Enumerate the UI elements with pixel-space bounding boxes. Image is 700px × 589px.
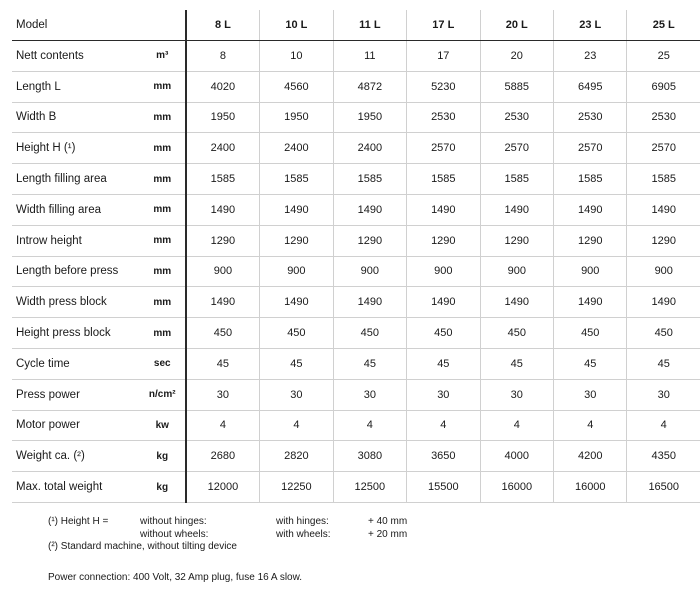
value-cell: 5885 — [480, 71, 553, 102]
row-unit: kw — [140, 410, 186, 441]
row-unit: n/cm² — [140, 379, 186, 410]
value-cell: 5230 — [407, 71, 480, 102]
row-unit: sec — [140, 348, 186, 379]
value-cell: 2570 — [627, 133, 700, 164]
footnote-plus-40: + 40 mm — [368, 516, 408, 527]
header-model-cell: 8 L — [186, 10, 260, 41]
value-cell: 2570 — [407, 133, 480, 164]
value-cell: 2400 — [333, 133, 406, 164]
value-cell: 30 — [333, 379, 406, 410]
row-unit: mm — [140, 318, 186, 349]
row-label: Press power — [12, 379, 140, 410]
value-cell: 1290 — [186, 225, 260, 256]
value-cell: 30 — [627, 379, 700, 410]
footnote-without-hinges: without hinges: — [140, 516, 207, 527]
row-label: Motor power — [12, 410, 140, 441]
header-model-cell: 11 L — [333, 10, 406, 41]
value-cell: 30 — [186, 379, 260, 410]
header-model-cell: 17 L — [407, 10, 480, 41]
value-cell: 1950 — [333, 102, 406, 133]
value-cell: 4 — [480, 410, 553, 441]
value-cell: 450 — [554, 318, 627, 349]
value-cell: 1585 — [186, 164, 260, 195]
power-connection-note: Power connection: 400 Volt, 32 Amp plug, fuse 16 A slow. — [48, 572, 303, 583]
table-row-width-b — [12, 102, 700, 133]
value-cell: 450 — [480, 318, 553, 349]
row-label: Width filling area — [12, 194, 140, 225]
row-unit: mm — [140, 256, 186, 287]
value-cell: 900 — [333, 256, 406, 287]
value-cell: 30 — [554, 379, 627, 410]
row-unit: mm — [140, 102, 186, 133]
row-label: Length L — [12, 71, 140, 102]
value-cell: 6495 — [554, 71, 627, 102]
header-model-cell: 10 L — [260, 10, 333, 41]
table-row-press-power — [12, 379, 700, 410]
value-cell: 4020 — [186, 71, 260, 102]
value-cell: 1585 — [554, 164, 627, 195]
value-cell: 2400 — [186, 133, 260, 164]
value-cell: 4 — [186, 410, 260, 441]
value-cell: 11 — [333, 41, 406, 72]
value-cell: 15500 — [407, 472, 480, 503]
value-cell: 1490 — [186, 194, 260, 225]
value-cell: 900 — [260, 256, 333, 287]
value-cell: 17 — [407, 41, 480, 72]
value-cell: 45 — [186, 348, 260, 379]
row-label: Introw height — [12, 225, 140, 256]
table-row-height-h — [12, 133, 700, 164]
value-cell: 4 — [407, 410, 480, 441]
table-row-length-before-press — [12, 256, 700, 287]
value-cell: 30 — [480, 379, 553, 410]
row-label: Max. total weight — [12, 472, 140, 503]
value-cell: 1950 — [260, 102, 333, 133]
value-cell: 30 — [260, 379, 333, 410]
table-row-width-filling-area — [12, 194, 700, 225]
header-model-cell: 20 L — [480, 10, 553, 41]
table-row-motor-power — [12, 410, 700, 441]
value-cell: 1290 — [554, 225, 627, 256]
value-cell: 900 — [627, 256, 700, 287]
value-cell: 2400 — [260, 133, 333, 164]
value-cell: 900 — [554, 256, 627, 287]
value-cell: 450 — [407, 318, 480, 349]
value-cell: 1490 — [554, 194, 627, 225]
value-cell: 16000 — [554, 472, 627, 503]
value-cell: 1290 — [407, 225, 480, 256]
row-unit: kg — [140, 472, 186, 503]
value-cell: 45 — [480, 348, 553, 379]
table-row-weight-ca — [12, 441, 700, 472]
value-cell: 450 — [627, 318, 700, 349]
value-cell: 4350 — [627, 441, 700, 472]
value-cell: 12250 — [260, 472, 333, 503]
value-cell: 3080 — [333, 441, 406, 472]
header-unit-cell — [140, 10, 186, 41]
value-cell: 1490 — [333, 287, 406, 318]
value-cell: 4000 — [480, 441, 553, 472]
footnote-plus-20: + 20 mm — [368, 528, 408, 540]
value-cell: 450 — [333, 318, 406, 349]
row-label: Length before press — [12, 256, 140, 287]
value-cell: 1490 — [260, 287, 333, 318]
value-cell: 2680 — [186, 441, 260, 472]
value-cell: 23 — [554, 41, 627, 72]
value-cell: 4560 — [260, 71, 333, 102]
value-cell: 450 — [260, 318, 333, 349]
value-cell: 1290 — [627, 225, 700, 256]
header-model-cell: 23 L — [554, 10, 627, 41]
value-cell: 1585 — [627, 164, 700, 195]
row-label: Length filling area — [12, 164, 140, 195]
value-cell: 1490 — [407, 194, 480, 225]
value-cell: 10 — [260, 41, 333, 72]
value-cell: 4200 — [554, 441, 627, 472]
row-unit: mm — [140, 71, 186, 102]
row-unit: mm — [140, 225, 186, 256]
row-label: Cycle time — [12, 348, 140, 379]
value-cell: 45 — [260, 348, 333, 379]
value-cell: 1490 — [407, 287, 480, 318]
row-unit: mm — [140, 133, 186, 164]
value-cell: 2820 — [260, 441, 333, 472]
value-cell: 1585 — [480, 164, 553, 195]
value-cell: 1490 — [554, 287, 627, 318]
value-cell: 20 — [480, 41, 553, 72]
value-cell: 1290 — [480, 225, 553, 256]
row-label: Height H (¹) — [12, 133, 140, 164]
value-cell: 1950 — [186, 102, 260, 133]
row-unit: mm — [140, 194, 186, 225]
value-cell: 12000 — [186, 472, 260, 503]
value-cell: 900 — [186, 256, 260, 287]
value-cell: 45 — [627, 348, 700, 379]
value-cell: 2530 — [480, 102, 553, 133]
row-label: Weight ca. (²) — [12, 441, 140, 472]
value-cell: 900 — [407, 256, 480, 287]
value-cell: 2570 — [480, 133, 553, 164]
value-cell: 450 — [186, 318, 260, 349]
header-model-cell: 25 L — [627, 10, 700, 41]
value-cell: 12500 — [333, 472, 406, 503]
row-label: Width B — [12, 102, 140, 133]
row-unit: mm — [140, 164, 186, 195]
value-cell: 16000 — [480, 472, 553, 503]
value-cell: 1490 — [333, 194, 406, 225]
value-cell: 1490 — [186, 287, 260, 318]
value-cell: 8 — [186, 41, 260, 72]
value-cell: 2570 — [554, 133, 627, 164]
specification-table-body — [12, 10, 700, 502]
row-unit: mm — [140, 287, 186, 318]
row-label: Width press block — [12, 287, 140, 318]
value-cell: 3650 — [407, 441, 480, 472]
row-label: Height press block — [12, 318, 140, 349]
value-cell: 2530 — [407, 102, 480, 133]
row-unit: kg — [140, 441, 186, 472]
value-cell: 45 — [554, 348, 627, 379]
value-cell: 25 — [627, 41, 700, 72]
value-cell: 1290 — [333, 225, 406, 256]
header-model-label: Model — [12, 10, 140, 41]
value-cell: 4 — [554, 410, 627, 441]
table-row-width-press-block — [12, 287, 700, 318]
footnote-with-hinges: with hinges: — [276, 516, 329, 527]
value-cell: 2530 — [554, 102, 627, 133]
value-cell: 1585 — [260, 164, 333, 195]
value-cell: 1585 — [333, 164, 406, 195]
table-row-introw-height — [12, 225, 700, 256]
value-cell: 2530 — [627, 102, 700, 133]
value-cell: 900 — [480, 256, 553, 287]
value-cell: 4872 — [333, 71, 406, 102]
value-cell: 4 — [627, 410, 700, 441]
value-cell: 6905 — [627, 71, 700, 102]
value-cell: 1490 — [480, 287, 553, 318]
value-cell: 1490 — [480, 194, 553, 225]
footnote-without-wheels: without wheels: — [140, 528, 209, 540]
table-row-length-l — [12, 71, 700, 102]
table-row-cycle-time — [12, 348, 700, 379]
specification-table — [12, 10, 700, 503]
value-cell: 45 — [407, 348, 480, 379]
table-row-max-total-weight — [12, 472, 700, 503]
footnote-standard-machine-text: (²) Standard machine, without tilting device — [48, 541, 237, 552]
value-cell: 16500 — [627, 472, 700, 503]
value-cell: 1585 — [407, 164, 480, 195]
value-cell: 45 — [333, 348, 406, 379]
table-header-row — [12, 10, 700, 41]
table-row-height-press-block — [12, 318, 700, 349]
value-cell: 4 — [333, 410, 406, 441]
value-cell: 4 — [260, 410, 333, 441]
value-cell: 1490 — [627, 194, 700, 225]
value-cell: 1290 — [260, 225, 333, 256]
value-cell: 30 — [407, 379, 480, 410]
table-row-length-filling-area — [12, 164, 700, 195]
footnote-height-label: (¹) Height H = — [48, 516, 109, 527]
table-row-nett-contents — [12, 41, 700, 72]
value-cell: 1490 — [260, 194, 333, 225]
footnote-with-wheels: with wheels: — [276, 528, 331, 540]
row-unit: m³ — [140, 41, 186, 72]
value-cell: 1490 — [627, 287, 700, 318]
row-label: Nett contents — [12, 41, 140, 72]
